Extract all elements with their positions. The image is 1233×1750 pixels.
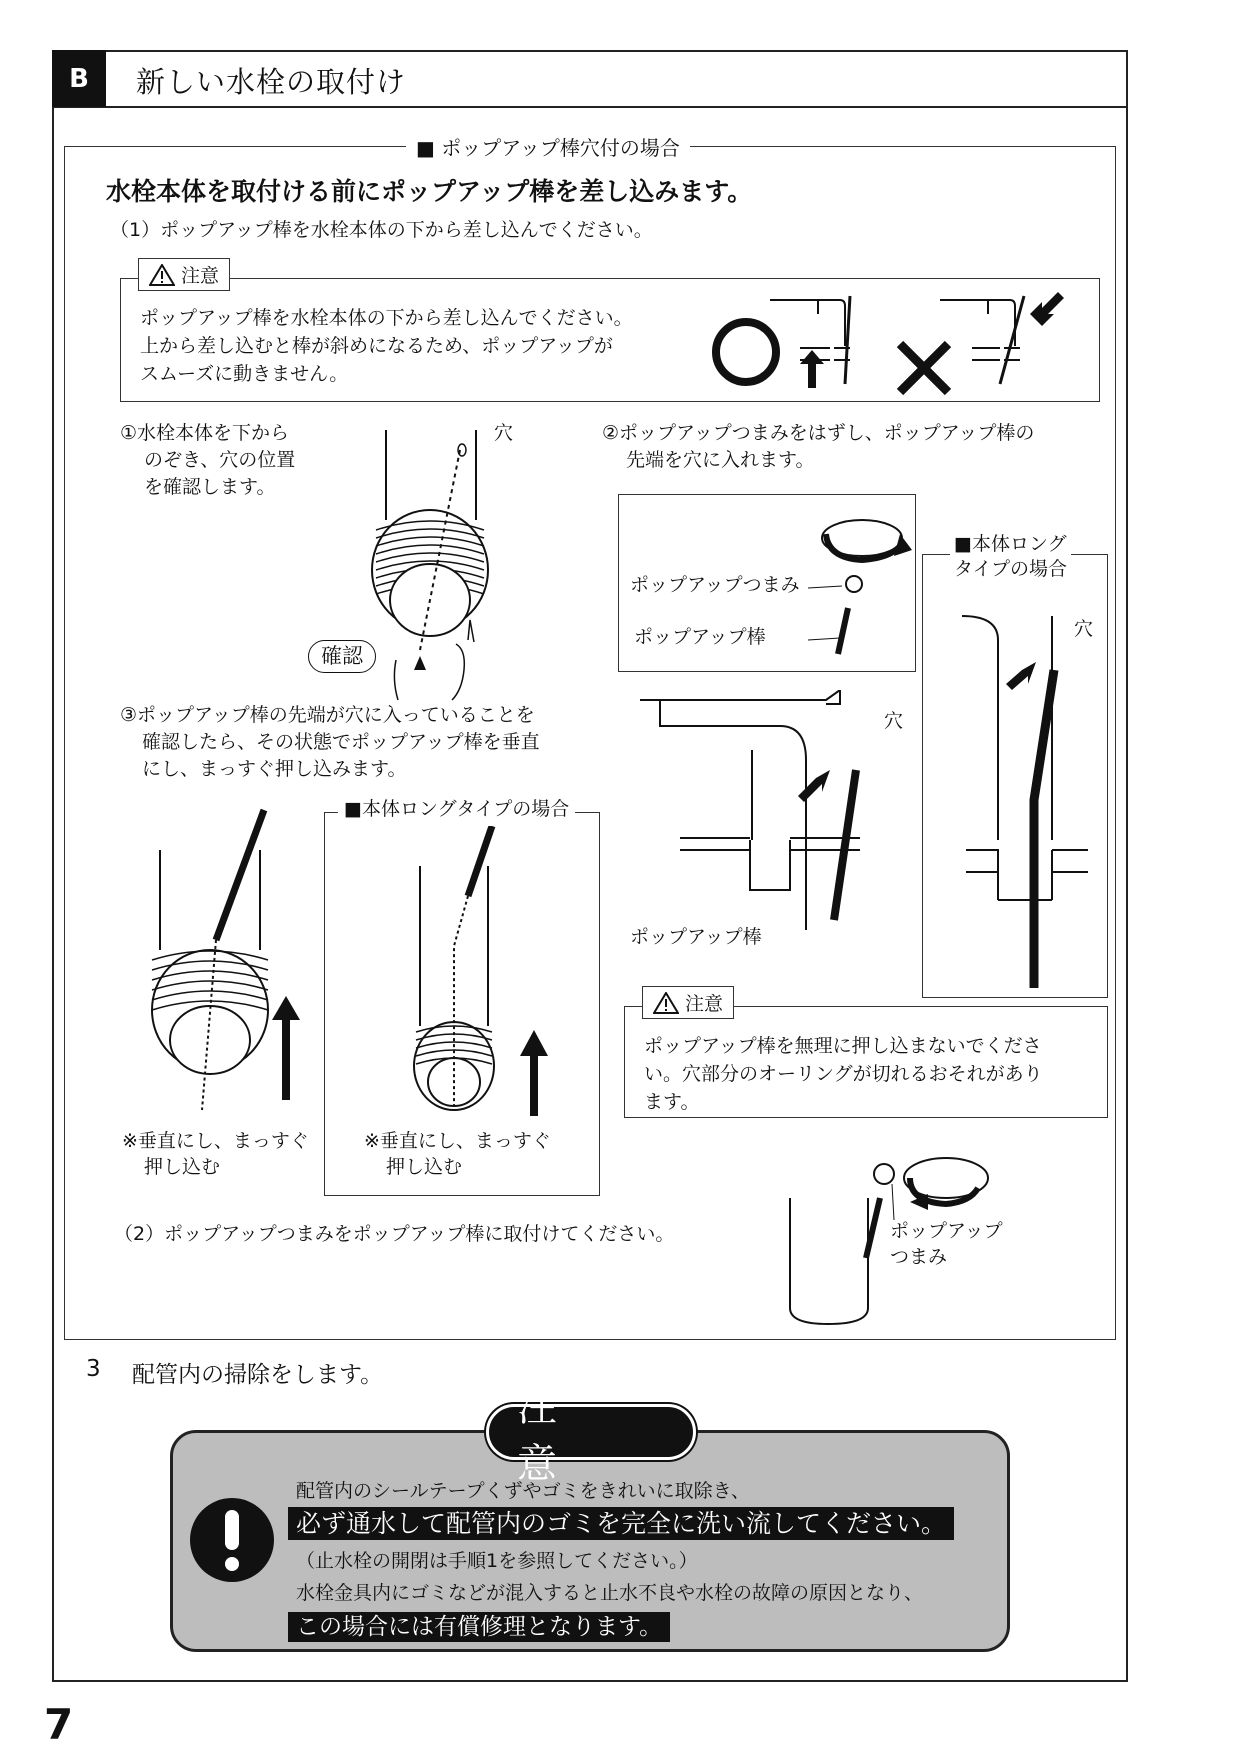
- sub-step-3-line: ③ポップアップ棒の先端が穴に入っていることを: [120, 704, 535, 726]
- long-type-mid-title: ■本体ロングタイプの場合: [338, 796, 575, 823]
- caution-1-text: [140, 304, 633, 388]
- section-badge: B: [52, 50, 106, 107]
- warning-pill: 注: [486, 1404, 696, 1460]
- rotate-arrow-icon: [894, 534, 912, 556]
- warning-triangle-icon: [149, 264, 175, 286]
- hole-label-3: 穴: [884, 710, 904, 732]
- hole-label-1: 穴: [494, 422, 514, 444]
- page-number: 7: [44, 1700, 74, 1749]
- up-arrow-icon: [272, 996, 300, 1100]
- long-type-right-drawing: [922, 600, 1108, 998]
- insert-arrow-icon: [1006, 662, 1036, 690]
- popup-rod-label-1: ポップアップ棒: [634, 626, 766, 648]
- sub-step-1-text: [120, 420, 295, 501]
- note-vertical-mid-line: ※垂直にし、まっすぐ: [364, 1130, 551, 1152]
- exclamation-icon: [188, 1496, 276, 1584]
- warning-line-1: 配管内のシールテープくずやゴミをきれいに取除き、: [296, 1480, 750, 1502]
- caution-tag-label: 注意: [181, 265, 220, 287]
- faucet-section-drawing: [640, 690, 900, 940]
- long-type-right-title-line: ■本体ロング: [954, 533, 1067, 555]
- caution-1-line: 上から差し込むと棒が斜めになるため、ポップアップが: [140, 335, 613, 357]
- push-rod-drawing-left: [140, 800, 320, 1120]
- warning-highlight-2-wrap: [288, 1608, 670, 1641]
- section-title: 新しい水栓の取付け: [136, 65, 407, 99]
- sub-step-1-line: のぞき、穴の位置: [144, 449, 296, 471]
- long-type-right-title-line: タイプの場合: [954, 558, 1068, 580]
- lead-instruction: 水栓本体を取付ける前にポップアップ棒を差し込みます。: [106, 177, 753, 206]
- caution-2-line: ます。: [644, 1091, 700, 1113]
- sub-step-3-line: 確認したら、その状態でポップアップ棒を垂直: [142, 731, 540, 753]
- caution-tag-2: [642, 986, 734, 1019]
- sub-step-2-line: 先端を穴に入れます。: [626, 449, 815, 471]
- up-arrow-icon: [520, 1030, 548, 1116]
- diagonal-arrow-icon: [1030, 292, 1064, 326]
- correct-incorrect-illustration: [700, 284, 1080, 396]
- note-vertical-left-line: ※垂直にし、まっすぐ: [122, 1130, 309, 1152]
- warning-line-2: （止水栓の開閉は手順1を参照してください。）: [296, 1550, 698, 1572]
- hole-label-right: 穴: [1074, 618, 1094, 640]
- correct-circle-icon: [716, 322, 776, 382]
- warning-highlight-1: 必ず通水して配管内のゴミを完全に洗い流してください。: [288, 1507, 954, 1540]
- caution-1-line: スムーズに動きません。: [140, 363, 349, 385]
- confirm-tag: 確認: [308, 640, 376, 673]
- insert-arrow-icon: [798, 770, 830, 802]
- note-vertical-mid-line: 押し込む: [386, 1156, 463, 1178]
- sub-step-1-line: を確認します。: [144, 476, 276, 498]
- popup-knob-label: ポップアップつまみ: [630, 574, 800, 596]
- knob-label-2: [890, 1218, 1003, 1270]
- caution-tag-1: [138, 258, 230, 291]
- header-rule: [52, 106, 1128, 108]
- popup-rod-label-2: ポップアップ棒: [630, 926, 762, 948]
- caution-2-line: ポップアップ棒を無理に押し込まないでくださ: [644, 1035, 1042, 1057]
- note-vertical-left: [122, 1128, 309, 1180]
- caution-tag-label: 注意: [685, 993, 724, 1015]
- note-vertical-mid: [364, 1128, 551, 1180]
- note-vertical-left-line: 押し込む: [144, 1156, 221, 1178]
- caution-2-line: い。穴部分のオーリングが切れるおそれがあり: [644, 1063, 1043, 1085]
- step-2-text: （2）ポップアップつまみをポップアップ棒に取付けてください。: [114, 1223, 675, 1245]
- long-type-right-title: [950, 532, 1071, 582]
- caution-1-line: ポップアップ棒を水栓本体の下から差し込んでください。: [140, 307, 633, 329]
- step-3-number: 3: [86, 1356, 101, 1382]
- sub-step-2-text: [602, 420, 1034, 474]
- warning-highlight-2: この場合には有償修理となります。: [288, 1612, 670, 1642]
- warning-highlight-1-wrap: [288, 1504, 954, 1540]
- warning-triangle-icon: [653, 992, 679, 1014]
- step-3-title: 配管内の掃除をします。: [132, 1362, 384, 1388]
- sub-step-3-line: にし、まっすぐ押し込みます。: [142, 758, 407, 780]
- sub-step-3-text: [120, 702, 540, 783]
- popup-rod-section-label: ■ ポップアップ棒穴付の場合: [406, 132, 690, 161]
- sub-step-1-line: ①水栓本体を下から: [120, 422, 290, 444]
- up-arrow-icon: [800, 350, 824, 388]
- knob-label-2-line: つまみ: [890, 1246, 948, 1268]
- push-rod-drawing-mid: [324, 826, 600, 1116]
- knob-label-2-line: ポップアップ: [890, 1220, 1003, 1242]
- sub-step-2-line: ②ポップアップつまみをはずし、ポップアップ棒の: [602, 422, 1035, 444]
- step-1-text: （1）ポップアップ棒を水栓本体の下から差し込んでください。: [110, 219, 653, 241]
- warning-line-3: 水栓金具内にゴミなどが混入すると止水不良や水栓の故障の原因となり、: [296, 1582, 924, 1604]
- caution-2-text: [644, 1032, 1043, 1116]
